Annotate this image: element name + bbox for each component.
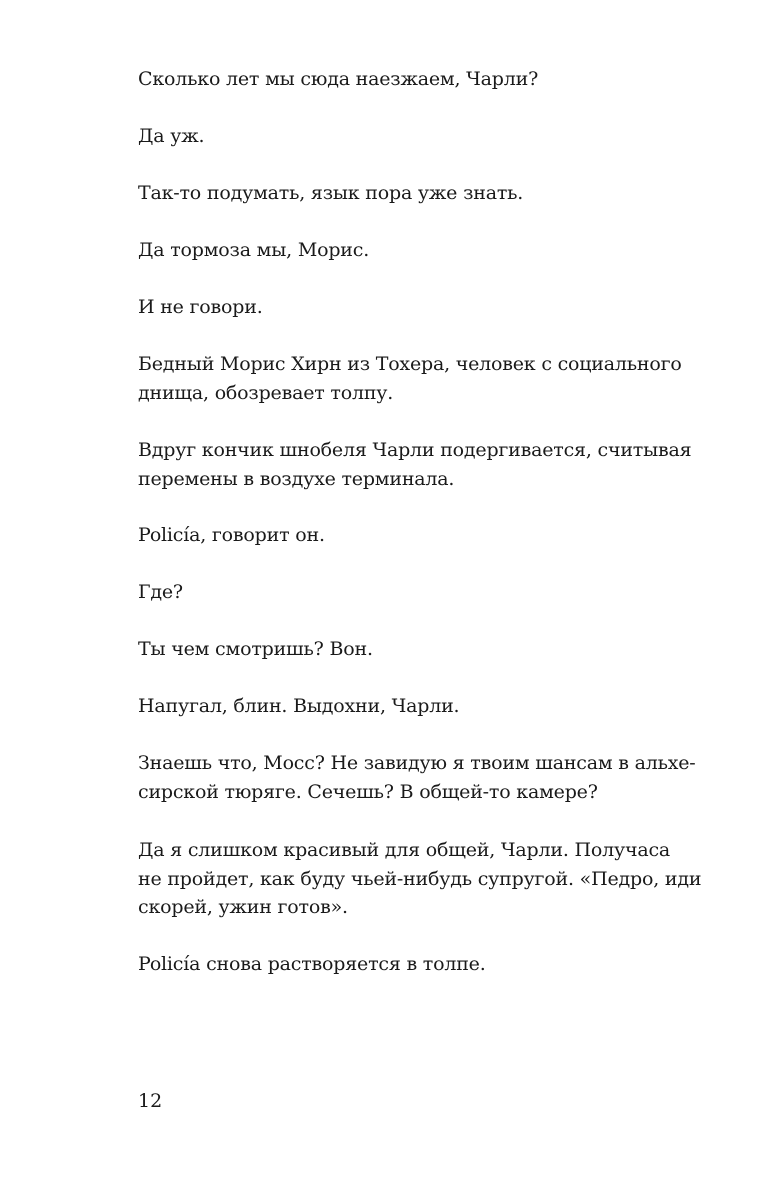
text-line: Знаешь что, Мосс? Не завидую я твоим шансам в альхе- xyxy=(138,752,696,774)
paragraph-1 xyxy=(138,65,678,94)
text-line: Да тормоза мы, Морис. xyxy=(138,239,370,261)
text-line: сирской тюряге. Сечешь? В общей-то камере? xyxy=(138,780,598,803)
text-line: Где? xyxy=(138,581,183,603)
text-line: Так-то подумать, язык пора уже знать. xyxy=(138,182,524,204)
text-line: перемены в воздухе терминала. xyxy=(138,467,455,490)
paragraph-6 xyxy=(138,350,682,407)
text-line: днища, обозревает толпу. xyxy=(138,381,394,404)
text-line: Policía, говорит он. xyxy=(138,524,325,546)
text-line: не пройдет, как буду чьей-нибудь супругой. «Педро, иди xyxy=(138,867,702,890)
paragraph-5 xyxy=(138,293,678,322)
text-line: Policía снова растворяется в толпе. xyxy=(138,953,486,975)
paragraph-3 xyxy=(138,179,678,208)
text-line: И не говори. xyxy=(138,296,263,318)
text-line: скорей, ужин готов». xyxy=(138,896,348,918)
paragraph-4 xyxy=(138,236,678,265)
paragraph-11 xyxy=(138,692,678,721)
paragraph-10 xyxy=(138,635,678,664)
text-line: Вдруг кончик шнобеля Чарли подергивается, считывая xyxy=(138,439,692,461)
text-line: Бедный Морис Хирн из Тохера, человек с социального xyxy=(138,353,682,375)
paragraph-7 xyxy=(138,436,692,493)
text-line: Да я слишком красивый для общей, Чарли. Получаса xyxy=(138,839,671,861)
page-number: 12 xyxy=(138,1090,163,1112)
text-line: Да уж. xyxy=(138,125,205,147)
paragraph-12 xyxy=(138,749,696,806)
paragraph-8 xyxy=(138,521,678,550)
paragraph-2 xyxy=(138,122,678,151)
paragraph-14 xyxy=(138,950,678,979)
text-line: Ты чем смотришь? Вон. xyxy=(138,638,373,660)
paragraph-9 xyxy=(138,578,678,607)
text-line: Напугал, блин. Выдохни, Чарли. xyxy=(138,695,460,717)
text-line: Сколько лет мы сюда наезжаем, Чарли? xyxy=(138,68,539,90)
paragraph-13 xyxy=(138,836,702,922)
